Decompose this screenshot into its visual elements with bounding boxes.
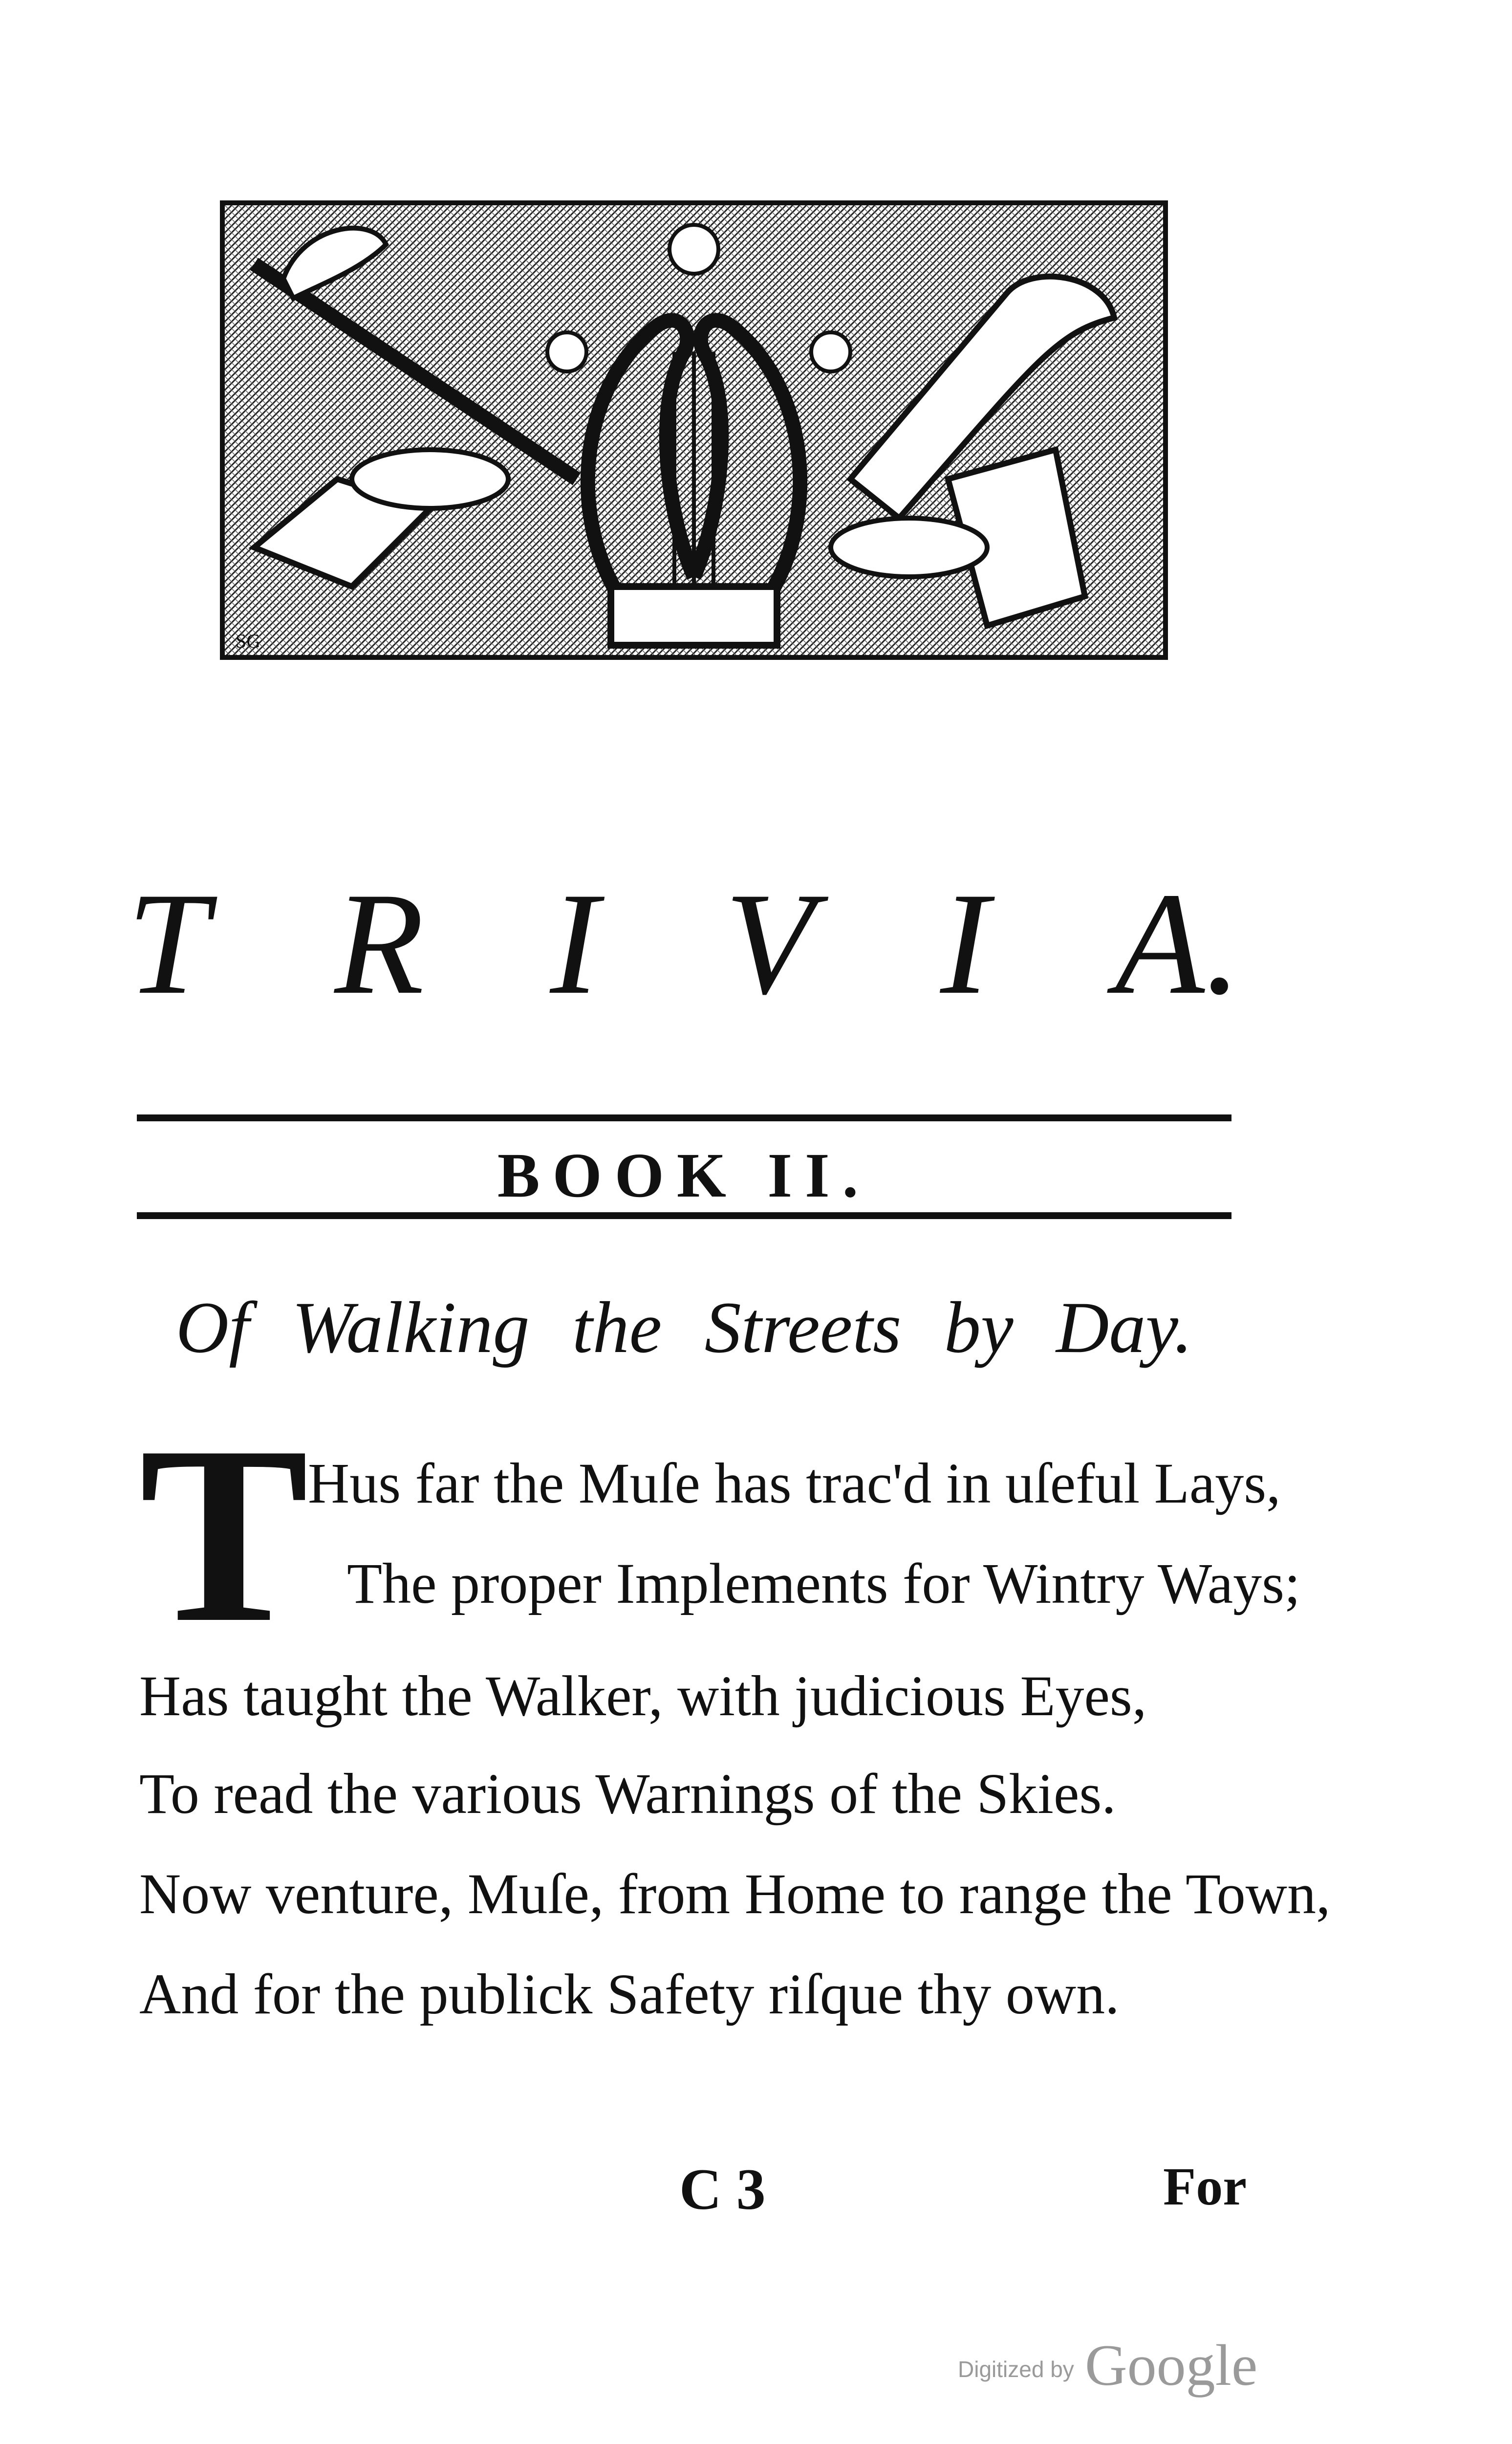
title-letter: I — [550, 862, 599, 1025]
google-watermark: Google — [1085, 2333, 1258, 2398]
digitized-by-label: Digitized by — [958, 2357, 1074, 2382]
engraver-mark: SG — [236, 630, 261, 652]
verse-line: The proper Implements for Wintry Ways; — [347, 1551, 1300, 1615]
book-heading: BOOK II. — [497, 1140, 871, 1211]
verse-line: Now venture, Muſe, from Home to range the Town, — [139, 1862, 1331, 1926]
section-subtitle: Of Walking the Streets by Day. — [175, 1287, 1193, 1368]
verse-line: Has taught the Walker, with judicious Eyes, — [139, 1664, 1147, 1728]
verse-line: And for the publick Safety riſque thy own. — [139, 1962, 1120, 2026]
engraving-illustration — [225, 205, 1163, 655]
title-letter: V — [725, 862, 815, 1025]
drop-cap: T — [139, 1394, 309, 1675]
page-title — [127, 860, 1241, 1026]
title-letter: R — [334, 862, 424, 1025]
title-letter: A. — [1115, 862, 1241, 1025]
bottom-rule — [137, 1212, 1231, 1219]
top-rule — [137, 1114, 1231, 1121]
headpiece-engraving — [220, 200, 1168, 660]
catchword: For — [1163, 2157, 1247, 2216]
signature-mark: C 3 — [679, 2157, 766, 2222]
title-letter: T — [127, 862, 209, 1025]
verse-line: Hus far the Muſe has trac'd in uſeful Lays, — [308, 1451, 1281, 1515]
verse-line: To read the various Warnings of the Skies. — [139, 1762, 1116, 1826]
title-letter: I — [940, 862, 990, 1025]
